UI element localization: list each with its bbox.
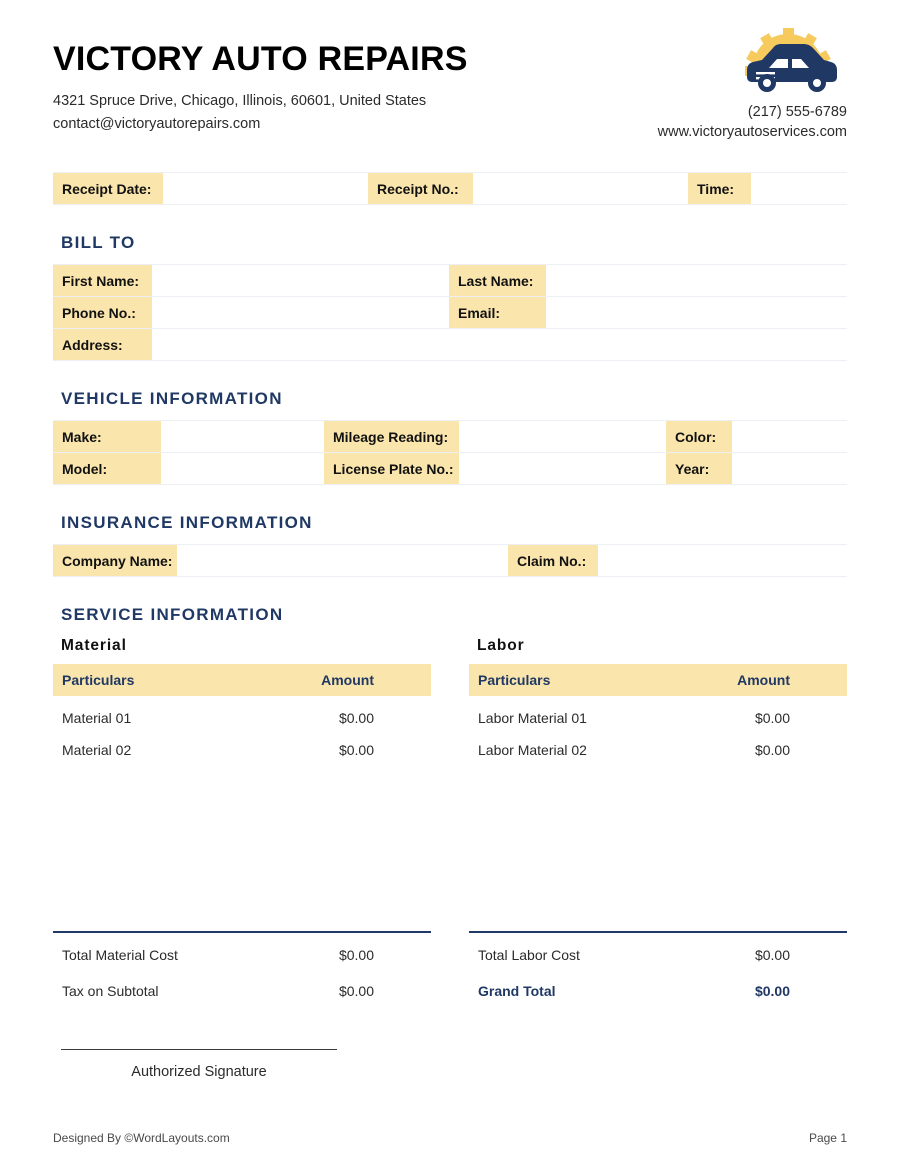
address-value[interactable]	[152, 329, 847, 361]
designed-by-text: Designed By ©WordLayouts.com	[53, 1131, 230, 1145]
signature-line[interactable]	[61, 1049, 337, 1050]
insurance-info-title: INSURANCE INFORMATION	[61, 513, 313, 532]
insurance-company-value[interactable]	[177, 545, 508, 577]
last-name-label: Last Name:	[449, 265, 546, 297]
material-totals-table	[53, 937, 431, 1009]
table-row	[53, 265, 847, 297]
table-row	[53, 973, 431, 1009]
authorized-signature-block	[61, 1049, 337, 1080]
receipt-time-value[interactable]	[751, 173, 847, 205]
color-value[interactable]	[732, 421, 847, 453]
company-phone: (217) 555-6789	[747, 104, 847, 120]
labor-item-name[interactable]: Labor Material 01	[478, 710, 587, 726]
service-info-title: SERVICE INFORMATION	[61, 605, 284, 624]
labor-item-amount[interactable]: $0.00	[754, 742, 790, 758]
company-email: contact@victoryautorepairs.com	[53, 115, 261, 132]
total-material-cost-label: Total Material Cost	[62, 947, 178, 963]
receipt-number-label: Receipt No.:	[368, 173, 473, 205]
tax-on-subtotal-amount: $0.00	[338, 983, 374, 999]
bill-to-title: BILL TO	[61, 233, 136, 252]
year-value[interactable]	[732, 453, 847, 485]
total-labor-cost-label: Total Labor Cost	[478, 947, 580, 963]
table-row	[53, 732, 431, 768]
email-label: Email:	[449, 297, 546, 329]
table-row	[53, 545, 847, 577]
total-labor-cost-amount: $0.00	[754, 947, 790, 963]
first-name-label: First Name:	[53, 265, 152, 297]
labor-items-spacer	[469, 768, 847, 931]
labor-totals-table	[469, 937, 847, 1009]
company-address: 4321 Spruce Drive, Chicago, Illinois, 60601, United States	[53, 92, 427, 109]
labor-heading: Labor	[477, 637, 525, 654]
material-heading: Material	[61, 637, 127, 654]
model-value[interactable]	[161, 453, 324, 485]
grand-total-label: Grand Total	[478, 983, 556, 999]
page-header	[53, 0, 847, 148]
receipt-meta-table	[53, 172, 847, 205]
signature-label: Authorized Signature	[131, 1064, 267, 1080]
tax-on-subtotal-label: Tax on Subtotal	[62, 983, 159, 999]
license-plate-value[interactable]	[459, 453, 666, 485]
mileage-label: Mileage Reading:	[324, 421, 459, 453]
labor-item-amount[interactable]: $0.00	[754, 710, 790, 726]
page-footer	[53, 1131, 847, 1145]
insurance-company-label: Company Name:	[53, 545, 177, 577]
company-website: www.victoryautoservices.com	[657, 124, 847, 140]
bill-to-table	[53, 264, 847, 361]
table-row	[53, 173, 847, 205]
mileage-value[interactable]	[459, 421, 666, 453]
material-items-table	[53, 664, 431, 768]
labor-totals	[469, 931, 847, 1009]
material-column	[53, 637, 431, 1009]
labor-items-table	[469, 664, 847, 768]
phone-no-value[interactable]	[152, 297, 449, 329]
labor-col-amount: Amount	[697, 664, 847, 696]
receipt-date-value[interactable]	[163, 173, 368, 205]
material-col-amount: Amount	[281, 664, 431, 696]
address-label: Address:	[53, 329, 152, 361]
grand-total-amount: $0.00	[754, 983, 790, 999]
material-col-particulars: Particulars	[53, 664, 281, 696]
table-row	[53, 696, 431, 732]
insurance-info-table	[53, 544, 847, 577]
material-items-spacer	[53, 768, 431, 931]
material-item-amount[interactable]: $0.00	[338, 742, 374, 758]
table-row	[469, 937, 847, 973]
company-name: VICTORY AUTO REPAIRS	[53, 40, 468, 78]
model-label: Model:	[53, 453, 161, 485]
claim-number-label: Claim No.:	[508, 545, 598, 577]
table-row	[469, 696, 847, 732]
car-gear-logo-icon	[729, 26, 847, 98]
receipt-number-value[interactable]	[473, 173, 688, 205]
table-row	[469, 973, 847, 1009]
table-row	[53, 453, 847, 485]
table-header-row	[469, 664, 847, 696]
labor-column	[469, 637, 847, 1009]
material-totals	[53, 931, 431, 1009]
table-row	[469, 732, 847, 768]
last-name-value[interactable]	[546, 265, 847, 297]
total-material-cost-amount: $0.00	[338, 947, 374, 963]
receipt-date-label: Receipt Date:	[53, 173, 163, 205]
service-columns	[53, 637, 847, 1009]
claim-number-value[interactable]	[598, 545, 847, 577]
color-label: Color:	[666, 421, 732, 453]
first-name-value[interactable]	[152, 265, 449, 297]
labor-col-particulars: Particulars	[469, 664, 697, 696]
table-row	[53, 937, 431, 973]
page-number: Page 1	[808, 1131, 847, 1145]
vehicle-info-table	[53, 420, 847, 485]
make-value[interactable]	[161, 421, 324, 453]
year-label: Year:	[666, 453, 732, 485]
phone-no-label: Phone No.:	[53, 297, 152, 329]
header-right-block	[607, 26, 847, 140]
table-row	[53, 329, 847, 361]
license-plate-label: License Plate No.:	[324, 453, 459, 485]
material-item-name[interactable]: Material 01	[62, 710, 132, 726]
table-header-row	[53, 664, 431, 696]
table-row	[53, 421, 847, 453]
make-label: Make:	[53, 421, 161, 453]
labor-item-name[interactable]: Labor Material 02	[478, 742, 587, 758]
email-value[interactable]	[546, 297, 847, 329]
material-item-amount[interactable]: $0.00	[338, 710, 374, 726]
receipt-time-label: Time:	[688, 173, 751, 205]
material-item-name[interactable]: Material 02	[62, 742, 132, 758]
vehicle-info-title: VEHICLE INFORMATION	[61, 389, 283, 408]
table-row	[53, 297, 847, 329]
